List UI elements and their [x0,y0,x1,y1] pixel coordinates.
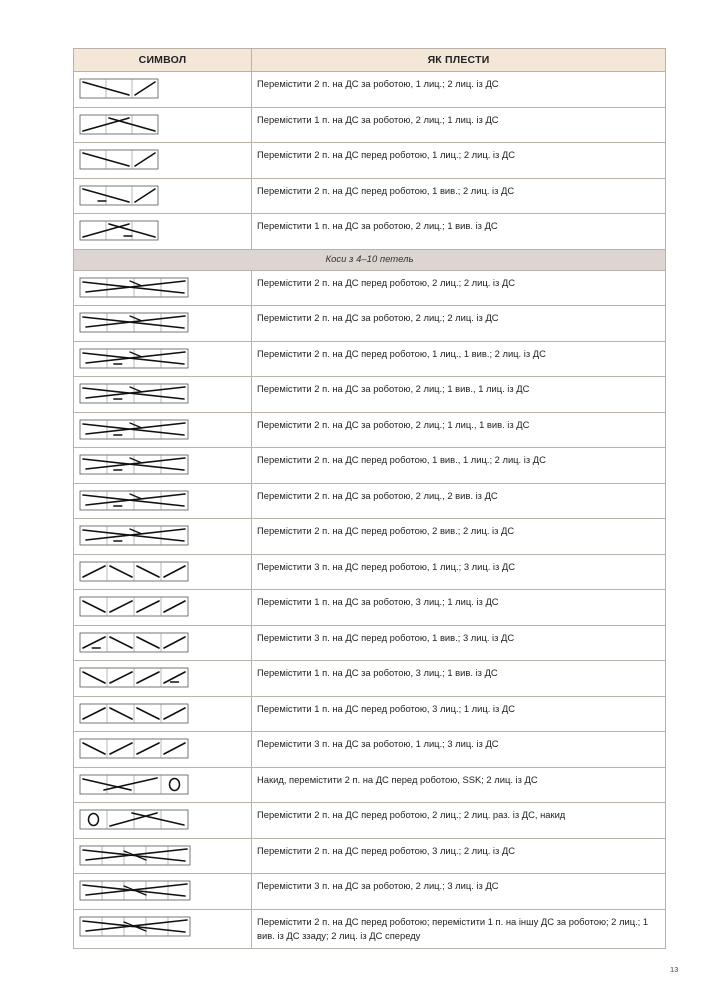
instruction-cell [252,625,666,661]
instruction-cell [252,696,666,732]
instruction-text: Перемістити 2 п. на ДС перед роботою, 2 лиц.; 2 лиц. раз. із ДС, накид [257,809,566,820]
table-row [74,909,666,948]
table-body [74,72,666,949]
cable-symbol [79,916,191,937]
table-row [74,483,666,519]
cable-symbol [79,220,159,241]
table-row [74,270,666,306]
symbol-cell [74,625,252,661]
instruction-cell [252,270,666,306]
symbol-cell [74,732,252,768]
symbol-cell [74,306,252,342]
table-row [74,341,666,377]
symbol-cell [74,554,252,590]
table-row [74,143,666,179]
section-row [74,249,666,270]
instruction-cell [252,72,666,108]
cable-symbol [79,738,189,759]
cable-symbol [79,596,189,617]
instruction-cell [252,909,666,948]
instruction-cell [252,107,666,143]
symbol-cell [74,214,252,250]
instruction-text: Накид, перемістити 2 п. на ДС перед роботою, SSK; 2 лиц. із ДС [257,773,538,785]
cable-symbol [79,149,159,170]
symbol-cell [74,803,252,839]
table-row [74,874,666,910]
table-row [74,377,666,413]
symbol-cell [74,519,252,555]
instruction-text: Перемістити 2 п. на ДС перед роботою, 1 лиц.; 2 лиц. із ДС [257,149,516,160]
instruction-cell [252,732,666,768]
cable-symbol [79,774,189,795]
table-row [74,107,666,143]
table-row [74,767,666,803]
instruction-cell [252,341,666,377]
instruction-cell [252,178,666,214]
cable-symbol [79,419,189,440]
cable-symbol [79,525,189,546]
instruction-text: Перемістити 1 п. на ДС за роботою, 3 лиц.; 1 вив. із ДС [257,667,498,678]
table-row [74,661,666,697]
table-row [74,412,666,448]
instruction-text: Перемістити 3 п. на ДС за роботою, 1 лиц.; 3 лиц. із ДС [257,738,499,749]
table-row [74,448,666,484]
instruction-cell [252,519,666,555]
table-row [74,625,666,661]
symbol-cell [74,72,252,108]
cable-symbol [79,667,189,688]
symbol-cell [74,696,252,732]
symbol-cell [74,874,252,910]
symbol-cell [74,838,252,874]
instruction-text: Перемістити 3 п. на ДС перед роботою, 1 лиц.; 3 лиц. із ДС [257,560,516,572]
instruction-text: Перемістити 1 п. на ДС за роботою, 2 лиц.; 1 вив. із ДС [257,220,498,231]
instruction-cell [252,661,666,697]
symbol-cell [74,767,252,803]
symbol-cell [74,341,252,377]
instruction-text: Перемістити 2 п. на ДС за роботою, 1 лиц.; 2 лиц. із ДС [257,78,499,89]
section-title: Коси з 4–10 петель [74,249,666,270]
instruction-text: Перемістити 2 п. на ДС перед роботою, 2 вив.; 2 лиц. із ДС [257,525,515,536]
how-column-header: ЯК ПЛЕСТИ [252,49,666,72]
table-row [74,178,666,214]
symbol-cell [74,143,252,179]
table-row [74,803,666,839]
instruction-cell [252,306,666,342]
cable-symbol [79,185,159,206]
instruction-text: Перемістити 2 п. на ДС перед роботою, 2 лиц.; 2 лиц. із ДС [257,276,516,288]
instruction-cell [252,143,666,179]
instruction-cell [252,803,666,839]
cable-symbol [79,703,189,724]
instruction-text: Перемістити 2 п. на ДС за роботою, 2 лиц.; 1 вив., 1 лиц. із ДС [257,383,530,394]
table-row [74,306,666,342]
table-row [74,732,666,768]
instruction-text: Перемістити 3 п. на ДС перед роботою, 1 вив.; 3 лиц. із ДС [257,631,515,643]
cable-symbol [79,809,189,830]
symbol-cell [74,909,252,948]
cable-symbol [79,632,189,653]
cable-symbol [79,383,189,404]
symbol-cell [74,448,252,484]
cable-symbol [79,277,189,298]
instruction-text: Перемістити 2 п. на ДС перед роботою; перемістити 1 п. на іншу ДС за роботою; 2 лиц.; 1 вив. із ДС ззаду; 2 лиц. із ДС спереду [257,915,649,941]
cable-symbol [79,348,189,369]
symbol-cell [74,107,252,143]
instruction-text: Перемістити 2 п. на ДС за роботою, 2 лиц.; 2 лиц. із ДС [257,312,499,323]
symbol-cell [74,178,252,214]
instruction-cell [252,377,666,413]
instruction-text: Перемістити 2 п. на ДС за роботою, 2 лиц., 2 вив. із ДС [257,489,498,501]
stitch-table [73,48,666,949]
table-row [74,838,666,874]
cable-symbol [79,490,189,511]
symbol-cell [74,270,252,306]
cable-symbol [79,561,189,582]
instruction-cell [252,767,666,803]
instruction-text: Перемістити 2 п. на ДС перед роботою, 1 лиц., 1 вив.; 2 лиц. із ДС [257,347,546,359]
instruction-cell [252,874,666,910]
instruction-cell [252,838,666,874]
cable-symbol [79,78,159,99]
cable-symbol [79,312,189,333]
table-header [74,49,666,72]
table-row [74,519,666,555]
instruction-cell [252,412,666,448]
instruction-cell [252,448,666,484]
instruction-text: Перемістити 2 п. на ДС за роботою, 2 лиц.; 1 лиц., 1 вив. із ДС [257,418,530,430]
cable-symbol [79,845,191,866]
symbol-column-header: СИМВОЛ [74,49,252,72]
symbol-cell [74,377,252,413]
cable-symbol [79,454,189,475]
cable-symbol [79,114,159,135]
instruction-text: Перемістити 1 п. на ДС перед роботою, 3 лиц.; 1 лиц. із ДС [257,702,516,714]
instruction-cell [252,554,666,590]
instruction-text: Перемістити 1 п. на ДС за роботою, 2 лиц.; 1 лиц. із ДС [257,113,499,125]
symbol-cell [74,590,252,626]
symbol-cell [74,483,252,519]
table-row [74,214,666,250]
table-row [74,72,666,108]
symbol-cell [74,661,252,697]
table-row [74,590,666,626]
instruction-text: Перемістити 1 п. на ДС за роботою, 3 лиц.; 1 лиц. із ДС [257,596,499,607]
instruction-cell [252,214,666,250]
instruction-text: Перемістити 2 п. на ДС перед роботою, 3 лиц.; 2 лиц. із ДС [257,844,516,856]
instruction-cell [252,590,666,626]
instruction-text: Перемістити 3 п. на ДС за роботою, 2 лиц.; 3 лиц. із ДС [257,880,499,891]
page-number: 13 [670,965,679,974]
symbol-cell [74,412,252,448]
instruction-text: Перемістити 2 п. на ДС перед роботою, 1 вив.; 2 лиц. із ДС [257,184,515,196]
table-row [74,554,666,590]
table-row [74,696,666,732]
instruction-cell [252,483,666,519]
cable-symbol [79,880,191,901]
instruction-text: Перемістити 2 п. на ДС перед роботою, 1 вив., 1 лиц.; 2 лиц. із ДС [257,454,546,465]
